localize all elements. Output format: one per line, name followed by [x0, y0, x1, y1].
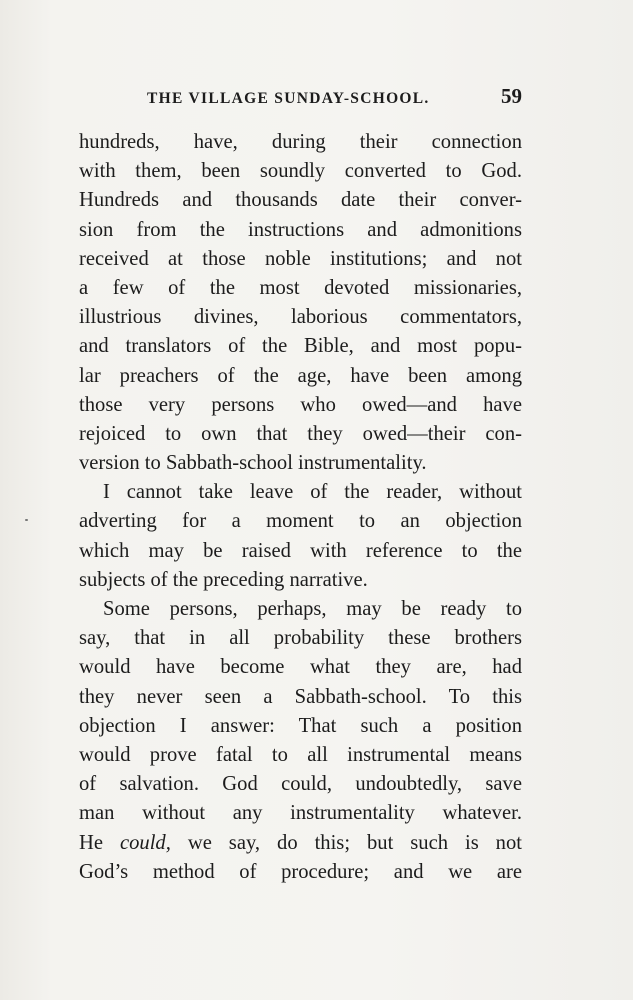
text-line: He could, we say, do this; but such is not — [79, 831, 522, 854]
running-title: THE VILLAGE SUNDAY-SCHOOL. — [147, 90, 430, 107]
emphasis: could, — [119, 831, 171, 854]
text-line: Hundreds and thousands date their conver- — [79, 189, 522, 212]
text-line: and translators of the Bible, and most popu- — [79, 335, 522, 358]
text-line: of salvation. God could, undoubtedly, save — [79, 773, 522, 796]
text-line: hundreds, have, during their connection — [79, 131, 522, 153]
page-number: 59 — [501, 84, 522, 108]
text-line: Some persons, perhaps, may be ready to — [103, 598, 522, 620]
text-line: lar preachers of the age, have been among — [79, 364, 522, 387]
text-line: received at those noble institutions; and not — [79, 247, 522, 270]
page-header — [79, 86, 522, 116]
text-line: version to Sabbath-school instrumentality. — [79, 452, 427, 475]
text-line: would prove fatal to all instrumental means — [79, 743, 522, 766]
text-line: which may be raised with reference to the — [79, 539, 522, 562]
text-line: those very persons who owed—and have — [79, 393, 522, 416]
text-line: God’s method of procedure; and we are — [79, 860, 522, 883]
text-line: illustrious divines, laborious commentators, — [79, 306, 522, 329]
text-line: man without any instrumentality whatever. — [79, 802, 522, 825]
text-line: say, that in all probability these brothers — [79, 627, 522, 650]
text-line: they never seen a Sabbath-school. To this — [79, 685, 522, 708]
text-line: a few of the most devoted missionaries, — [79, 276, 522, 299]
text-line: objection I answer: That such a position — [79, 714, 522, 737]
body-text — [79, 128, 522, 887]
text-line: sion from the instructions and admonitions — [79, 218, 522, 241]
ink-speck — [25, 519, 28, 521]
text-line: adverting for a moment to an objection — [79, 510, 522, 533]
text-line: rejoiced to own that they owed—their con- — [79, 422, 522, 445]
text-line: I cannot take leave of the reader, without — [103, 481, 522, 504]
text-line: would have become what they are, had — [79, 656, 522, 679]
text-line: subjects of the preceding narrative. — [79, 568, 368, 591]
text-line: with them, been soundly converted to God. — [79, 160, 522, 183]
